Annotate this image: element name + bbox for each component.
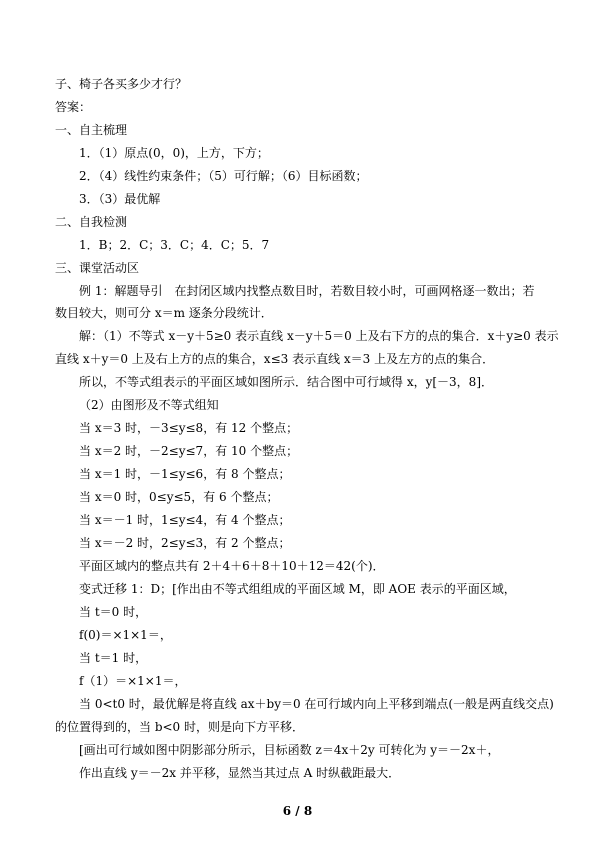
text-line: [画出可行域如图中阴影部分所示，目标函数 z＝4x＋2y 可转化为 y＝－2x＋， (79, 743, 500, 757)
section-heading: 一、自主梳理 (55, 123, 128, 137)
text-line: 所以，不等式组表示的平面区域如图所示．结合图中可行域得 x，y[－3，8]． (79, 375, 493, 389)
text-line: 当 t＝0 时， (79, 605, 148, 619)
text-line: 当 x＝－2 时，2≤y≤3，有 2 个整点； (79, 536, 291, 550)
text-line: 当 x＝0 时，0≤y≤5，有 6 个整点； (79, 490, 279, 504)
text-line: 解：（1）不等式 x－y＋5≥0 表示直线 x－y＋5＝0 上及右下方的点的集合．x＋y≥0 表示 (79, 329, 559, 343)
text-line: 当 0<t0 时，最优解是将直线 ax＋by＝0 在可行域内向上平移到端点(一般是两直线交点) (79, 697, 554, 711)
text-line: 直线 x＋y＝0 上及右上方的点的集合，x≤3 表示直线 x＝3 上及左方的点的集合． (55, 352, 495, 366)
text-line: （2）由图形及不等式组知 (79, 398, 219, 412)
text-line: 2．（4）线性约束条件；（5）可行解；（6）目标函数； (79, 169, 368, 183)
text-line: 变式迁移 1：D；[作出由不等式组组成的平面区域 M，即 AOE 表示的平面区域， (79, 582, 516, 596)
text-line: f(0)＝×1×1＝， (79, 628, 172, 642)
text-line: 当 x＝2 时，－2≤y≤7，有 10 个整点； (79, 444, 299, 458)
text-line: 答案： (55, 100, 92, 114)
text-line: 1．B；2．C；3．C；4．C；5．7 (79, 238, 270, 252)
text-line: f（1）＝×1×1＝， (79, 674, 187, 688)
text-line: 3．（3）最优解 (79, 192, 161, 206)
text-line: 当 x＝3 时，－3≤y≤8，有 12 个整点； (79, 421, 299, 435)
section-heading: 二、自我检测 (55, 215, 128, 229)
text-line: 数目较大，则可分 x＝m 逐条分段统计． (55, 306, 273, 320)
page-number: 6 / 8 (282, 804, 313, 818)
text-line: 当 t＝1 时， (79, 651, 148, 665)
text-line: 的位置得到的，当 b<0 时，则是向下方平移． (55, 720, 305, 734)
text-line: 作出直线 y＝－2x 并平移，显然当其过点 A 时纵截距最大． (79, 766, 401, 780)
text-line: 平面区域内的整点共有 2＋4＋6＋8＋10＋12＝42(个)． (79, 559, 385, 573)
text-line: 子、椅子各买多少才行？ (55, 77, 188, 91)
text-line: 例 1：解题导引 在封闭区域内找整点数目时，若数目较小时，可画网格逐一数出；若 (79, 284, 535, 298)
section-heading: 三、课堂活动区 (55, 261, 140, 275)
text-line: 1．（1）原点(0，0)，上方，下方； (79, 146, 269, 160)
text-line: 当 x＝1 时，－1≤y≤6，有 8 个整点； (79, 467, 291, 481)
text-line: 当 x＝－1 时，1≤y≤4，有 4 个整点； (79, 513, 291, 527)
